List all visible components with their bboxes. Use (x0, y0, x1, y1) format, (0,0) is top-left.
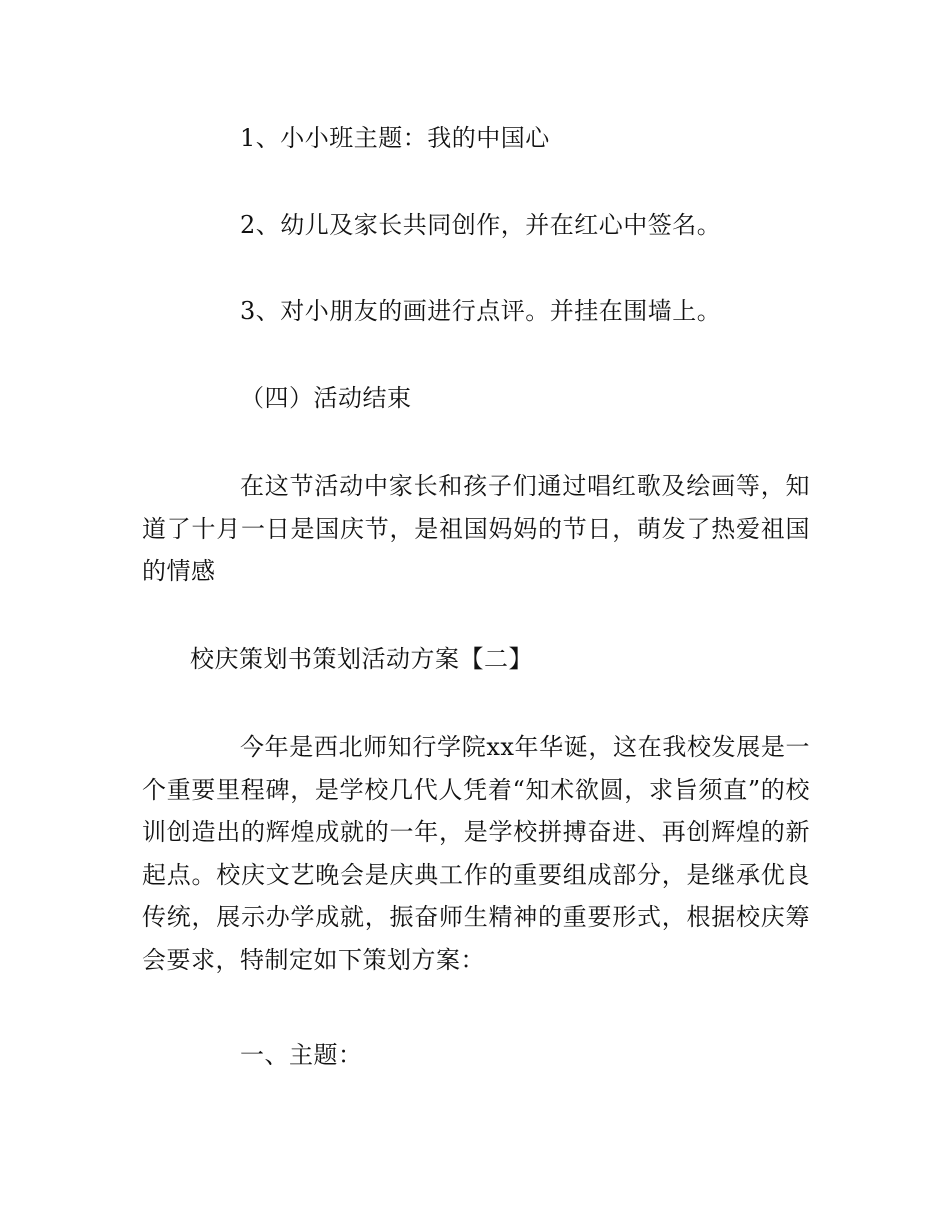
section-heading-activity-end: （四）活动结束 (240, 384, 412, 412)
plan-title: 校庆策划书策划活动方案【二】 (190, 645, 533, 673)
list-item-review: 3、对小朋友的画进行点评。并挂在围墙上。 (240, 297, 722, 325)
intro-paragraph: 今年是西北师知行学院xx年华诞，这在我校发展是一个重要里程碑，是学校几代人凭着“知术欲圆，求旨须直”的校训创造出的辉煌成就的一年，是学校拼搏奋进、再创辉煌的新起点。校庆文艺晚会是庆典工作的重要组成部分，是继承优良传统，展示办学成就，振奋师生精神的重要形式，根据校庆筹会要求，特制定如下策划方案： (142, 733, 810, 974)
list-item-cocreate: 2、幼儿及家长共同创作，并在红心中签名。 (240, 211, 722, 239)
section-heading-theme: 一、主题： (240, 1041, 363, 1069)
list-item-theme: 1、小小班主题：我的中国心 (240, 124, 550, 152)
closing-paragraph: 在这节活动中家长和孩子们通过唱红歌及绘画等，知道了十月一日是国庆节，是祖国妈妈的节日，萌发了热爱祖国的情感 (142, 472, 810, 585)
